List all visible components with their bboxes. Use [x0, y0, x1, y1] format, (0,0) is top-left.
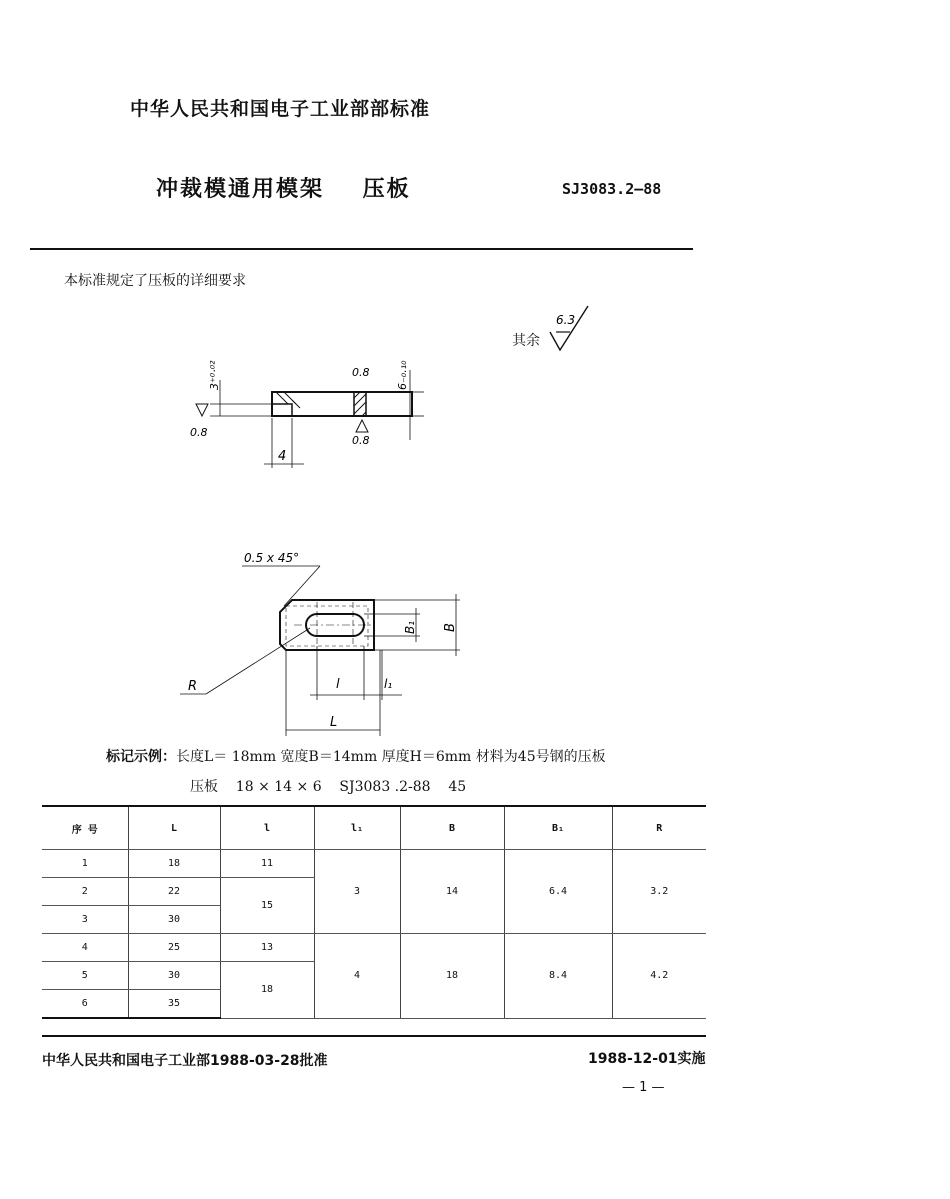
roughness-mark-icon [356, 420, 368, 432]
header-l1: l₁ [314, 806, 400, 850]
height-tolerance: 6₋₀.₁₀ [396, 360, 409, 390]
approval-date: 中华人民共和国电子工业部1988-03-28批准 [42, 1053, 328, 1069]
footer-rule [42, 1035, 706, 1037]
header-B1: B₁ [504, 806, 612, 850]
group1-B1: 6.4 [504, 850, 612, 934]
section-view-drawing [180, 340, 440, 480]
row-l: 11 [220, 850, 314, 878]
length-l-label: l [336, 677, 340, 692]
group2-B: 18 [400, 934, 504, 1019]
group-b-l: 18 [220, 962, 314, 1019]
row-no: 3 [42, 906, 128, 934]
surface-roughness-value: 6.3 [556, 313, 576, 327]
row-no: 2 [42, 878, 128, 906]
width-b-label: B [443, 623, 458, 632]
surface-roughness-note [512, 330, 540, 350]
table-row [42, 934, 706, 962]
length-L-label: L [330, 715, 338, 730]
header-L: L [128, 806, 220, 850]
header-B: B [400, 806, 504, 850]
document-title: 冲裁模通用模架 压板 [156, 177, 411, 202]
row-L: 25 [128, 934, 220, 962]
roughness-label-2: 0.8 [352, 434, 370, 447]
group2-B1: 8.4 [504, 934, 612, 1019]
row-L: 35 [128, 990, 220, 1019]
group1-R: 3.2 [612, 850, 706, 934]
roughness-symbol-icon [548, 302, 598, 354]
thickness-tolerance: 3⁺⁰·⁰² [208, 360, 221, 390]
implementation-date: 1988-12-01实施 [588, 1051, 706, 1067]
group1-B: 14 [400, 850, 504, 934]
roughness-label-1: 0.8 [190, 426, 208, 439]
row-no: 1 [42, 850, 128, 878]
group1-l1: 3 [314, 850, 400, 934]
width-b1-label: B₁ [403, 620, 417, 634]
chamfer-label: 0.5 x 45° [244, 551, 300, 565]
header-rule [30, 248, 693, 250]
plate-section-outline [272, 392, 412, 416]
page-number: — 1 — [622, 1080, 665, 1095]
scope-statement: 本标准规定了压板的详细要求 [64, 273, 246, 289]
header-no: 序 号 [42, 806, 128, 850]
row-no: 4 [42, 934, 128, 962]
issuing-organization: 中华人民共和国电子工业部部标准 [130, 98, 431, 120]
table-row [42, 850, 706, 878]
header-l: l [220, 806, 314, 850]
roughness-label-3: 0.8 [352, 366, 370, 379]
radius-label: R [188, 679, 198, 694]
table-header-row [42, 806, 706, 850]
surface-roughness-label: 其余 [512, 333, 540, 349]
row-L: 30 [128, 962, 220, 990]
marking-designation: 压板 18 × 14 × 6 SJ3083 .2-88 45 [190, 779, 467, 795]
length-l1-label: l₁ [384, 677, 393, 691]
dimension-table [42, 805, 706, 1019]
header-R: R [612, 806, 706, 850]
row-L: 22 [128, 878, 220, 906]
group2-R: 4.2 [612, 934, 706, 1019]
marking-example-label: 标记示例： [106, 749, 176, 765]
group2-l1: 4 [314, 934, 400, 1019]
standard-code: SJ3083.2—88 [562, 180, 662, 198]
marking-example-text: 长度L＝ 18mm 宽度B＝14mm 厚度H＝6mm 材料为45号钢的压板 [176, 749, 606, 765]
roughness-mark-icon [196, 404, 208, 416]
dimension-4: 4 [278, 449, 287, 464]
row-L: 18 [128, 850, 220, 878]
plan-view-drawing [170, 540, 480, 745]
marking-example-line [106, 746, 606, 766]
row-no: 5 [42, 962, 128, 990]
row-no: 6 [42, 990, 128, 1019]
row-l: 13 [220, 934, 314, 962]
group-a-l: 15 [220, 878, 314, 934]
row-L: 30 [128, 906, 220, 934]
